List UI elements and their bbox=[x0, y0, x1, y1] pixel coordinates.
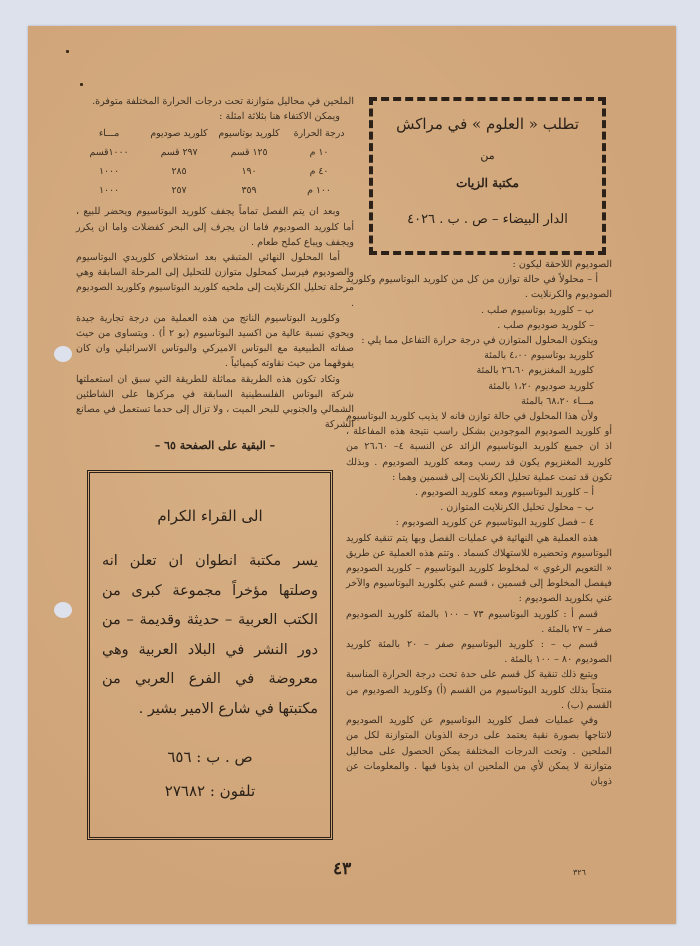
paragraph: قسم ب – : كلوريد البوتاسيوم صفر – ٢٠ بالمئة كلوريد الصوديوم ٨٠ – ١٠٠ بالمئة . bbox=[346, 639, 612, 666]
table-cell: ١٠٠٠ bbox=[99, 166, 119, 178]
paragraph: قسم أ : كلوريد البوتاسيوم ٧٣ – ١٠٠ بالمئة كلوريد الصوديوم صفر – ٢٧ بالمئة . bbox=[346, 608, 612, 635]
table-cell: ١٠٠٠ bbox=[99, 185, 119, 197]
ad-body: يسر مكتبة انطوان ان تعلن انه وصلتها مؤخراً مجموعة كبرى من الكتب العربية – حديثة وقديمة – من دور النشر في البلاد العربية وهي معروضة في الفرع العربي من مكتبتها في شارع الامير بشير . bbox=[102, 553, 318, 717]
paragraph: وكلوريد البوتاسيوم الناتج من هذه العملية من درجة تجارية جيدة ويحوي نسبة عالية من اكسيد البوتاسيوم (بو ٢ أ) . ويتساوى من حيث صفاته الطبيعية مع البوتاس الاميركي والبوتاس الاسرائيلي وان كان يفوقهما من حيث نقاوته كيميائياً . bbox=[76, 312, 354, 370]
table-header: مـــاء bbox=[98, 128, 120, 140]
ad-address: الدار البيضاء – ص . ب . ٤٠٢٦ bbox=[407, 212, 568, 227]
solubility-table bbox=[76, 124, 354, 200]
right-article-column bbox=[346, 257, 612, 789]
ad-box-zayat-library bbox=[369, 97, 606, 255]
punch-hole bbox=[54, 346, 72, 362]
composition-row: مـــاء ٦٨،٢٠ بالمئة bbox=[521, 395, 594, 407]
list-item: – كلوريد صوديوم صلب . bbox=[497, 319, 594, 331]
ink-speck bbox=[66, 50, 69, 53]
list-item: أ – كلوريد البوتاسيوم ومعه كلوريد الصوديوم . bbox=[414, 487, 594, 499]
ad-box-antoine-library bbox=[87, 470, 333, 840]
paragraph: هذه العملية هي النهائية في عمليات الفصل وبها يتم تنقية كلوريد البوتاسيوم وتحضيره للاستهلاك كسماد . وتتم هذه العملية عن طريق « التعويم الرغوي » لمخلوط كلوريد البوتاسيوم – كلوريد الصوديوم فيفصل المخلوط إلى قسمين ، قسم غني بكلوريد البوتاسيوم والآخر غني بكلوريد الصوديوم : bbox=[346, 532, 612, 605]
composition-row: كلوريد صوديوم ١،٢٠ بالمئة bbox=[488, 380, 594, 392]
list-item: ب – كلوريد بوتاسيوم صلب . bbox=[481, 304, 594, 316]
ad-library-name: مكتبة الزيات bbox=[456, 176, 519, 190]
volume-page-number: ٣٢٦ bbox=[573, 868, 586, 877]
page-number: ٤٣ bbox=[333, 859, 352, 879]
ad-phone: تلفون : ٢٧٦٨٢ bbox=[164, 782, 256, 800]
paragraph: ويمكن الاكتفاء هنا بثلاثة امثلة : bbox=[219, 111, 340, 123]
section-heading: ٤ – فصل كلوريد البوتاسيوم عن كلوريد الصوديوم : bbox=[395, 517, 594, 529]
ink-speck bbox=[80, 83, 83, 86]
list-item: ب – محلول تحليل الكرنلايت المتوازن . bbox=[440, 502, 594, 514]
table-cell: ١٠٠٠قسم bbox=[89, 147, 129, 159]
ad-title: الى القراء الكرام bbox=[157, 507, 263, 525]
table-cell: ٢٥٧ bbox=[171, 185, 187, 197]
paragraph: الملحين في محاليل متوازنة تحت درجات الحرارة المختلفة متوفرة. bbox=[92, 96, 354, 107]
paragraph: ويتبع ذلك تنقية كل قسم على حدة تحت درجة الحرارة المناسبة منتجاً بذلك كلوريد البوتاسيوم من القسم (أ) وكلوريد الصوديوم من القسم (ب) . bbox=[346, 669, 612, 711]
paragraph: وتكاد تكون هذه الطريقة مماثلة للطريقة التي سبق ان استعملتها شركة البوتاس الفلسطينية السابقة في مركزها على الشاطئين الشمالي والجنوبي للبحر الميت ، ولا تزال إلى حدما تستعمل في مصانع الشركة bbox=[76, 373, 354, 431]
paragraph: ولأن هذا المحلول في حالة توازن فانه لا يذيب كلوريد البوتاسيوم أو كلوريد الصوديوم الموجودين بشكل راسب نتيجة هذه المفاعلة ، اذ ان جميع كلوريد البوتاسيوم الزائد عن النسبة ٤– ٢٦،٦٠ من كلوريد المغنزيوم يكون قد رسب ومعه كلوريد الصوديوم . وبذلك تكون قد تمت عملية تحليل الكرنلايت إلى قسمين وهما : bbox=[346, 411, 612, 483]
table-header: كلوريد صوديوم bbox=[150, 128, 208, 140]
table-cell: ٢٨٥ bbox=[171, 166, 187, 178]
table-cell: ١٢٥ قسم bbox=[230, 147, 268, 159]
scanned-page bbox=[28, 26, 676, 924]
paragraph: ويتكون المحلول المتوازن في درجة حرارة التفاعل مما يلي : bbox=[361, 335, 598, 347]
table-header: درجة الحرارة bbox=[293, 128, 345, 140]
paragraph: أ – محلولاً في حالة توازن من كل من كلوريد البوتاسيوم وكلوريد الصوديوم والكرنلايت . bbox=[346, 274, 612, 301]
table-cell: ٤٠ م bbox=[309, 166, 329, 178]
continued-note: – البقية على الصفحة ٦٥ – bbox=[154, 439, 276, 453]
paragraph: أما المحلول النهائي المتبقي بعد استخلاص كلوريدي البوتاسيوم والصوديوم فيرسل كمحلول متوازن للتحليل إلى المرحلة السابقة وهي مرحلة تحليل الكرنلايت إلى ملحيه كلوريد البوتاسيوم وكلوريد الصوديوم . bbox=[76, 252, 354, 309]
composition-row: كلوريد المغنزيوم ٢٦،٦٠ بالمئة bbox=[476, 365, 594, 377]
table-header: كلوريد بوتاسيوم bbox=[218, 128, 280, 140]
table-cell: ١٠ م bbox=[309, 147, 329, 159]
table-cell: ٣٥٩ bbox=[241, 185, 257, 197]
paragraph: الصوديوم اللاحقة ليكون : bbox=[512, 259, 612, 270]
left-article-column bbox=[76, 94, 354, 454]
ad-po-box: ص . ب : ٦٥٦ bbox=[167, 748, 253, 766]
paragraph: وبعد ان يتم الفصل تماماً يجفف كلوريد البوتاسيوم ويحضر للبيع ، أما كلوريد الصوديوم فاما ان يجرف إلى البحر كفضلات واما ان يكرر ويجفف ويباع كملح طعام . bbox=[76, 206, 354, 248]
table-cell: ١٠٠ م bbox=[307, 185, 331, 197]
composition-row: كلوريد بوتاسيوم ٤،٠٠ بالمئة bbox=[484, 350, 594, 362]
punch-hole bbox=[54, 602, 72, 618]
paragraph: وفي عمليات فصل كلوريد البوتاسيوم عن كلوريد الصوديوم لانتاجها بصورة نقية يعتمد على درجة الذوبان المتوازنة لكل من الملحين . وتحت الدرجات المختلفة يمكن الحصول على محاليل متوازنة لا يمكن لأي من الملحين ان يذوبا فيها . والمعلومات عن ذوبان bbox=[346, 715, 612, 787]
table-cell: ٢٩٧ قسم bbox=[160, 147, 198, 159]
table-cell: ١٩٠ bbox=[241, 166, 257, 178]
ad-from: من bbox=[480, 149, 495, 162]
ad-headline: تطلب « العلوم » في مراكش bbox=[396, 115, 579, 133]
